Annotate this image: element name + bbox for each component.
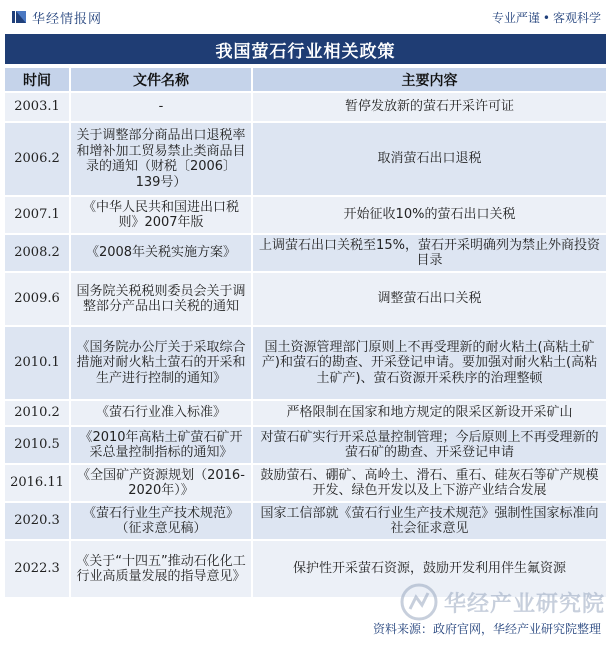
table-row <box>5 327 606 399</box>
row-content: 保护性开采萤石资源，鼓励开发利用伴生氟资源 <box>251 541 606 597</box>
table-row <box>5 197 606 233</box>
table-header-row <box>5 68 606 91</box>
row-content: 开始征收10%的萤石出口关税 <box>251 197 606 233</box>
row-date: 2006.2 <box>5 123 69 195</box>
row-content: 鼓励萤石、硼矿、高岭土、滑石、重石、硅灰石等矿产规模开发、绿色开发以及上下游产业结合发展 <box>251 465 606 501</box>
brand-logo-icon <box>12 10 26 24</box>
row-file: - <box>69 93 251 121</box>
row-file: 《全国矿产资源规划（2016-2020年）》 <box>69 465 251 501</box>
row-file: 《2010年高粘土矿萤石矿开采总量控制指标的通知》 <box>69 427 251 463</box>
table-row <box>5 503 606 539</box>
row-file: 《萤石行业生产技术规范》（征求意见稿） <box>69 503 251 539</box>
row-content: 国家工信部就《萤石行业生产技术规范》强制性国家标准向社会征求意见 <box>251 503 606 539</box>
table-row <box>5 273 606 325</box>
row-file: 关于调整部分商品出口退税率和增补加工贸易禁止类商品目录的通知（财税〔2006〕139号） <box>69 123 251 195</box>
row-date: 2020.3 <box>5 503 69 539</box>
slogan <box>492 9 601 26</box>
top-bar <box>0 0 611 34</box>
row-date: 2022.3 <box>5 541 69 597</box>
row-date: 2003.1 <box>5 93 69 121</box>
watermark-text: 华经产业研究院 <box>444 591 606 617</box>
policy-table <box>5 66 606 599</box>
page-title: 我国萤石行业相关政策 <box>5 34 606 64</box>
row-content: 严格限制在国家和地方规定的限采区新设开采矿山 <box>251 401 606 425</box>
table-row <box>5 123 606 195</box>
row-file: 《2008年关税实施方案》 <box>69 235 251 271</box>
row-date: 2010.2 <box>5 401 69 425</box>
slogan-left: 专业严谨 <box>491 10 540 25</box>
row-content: 取消萤石出口退税 <box>251 123 606 195</box>
row-file: 《国务院办公厅关于采取综合措施对耐火粘土萤石的开采和生产进行控制的通知》 <box>69 327 251 399</box>
row-date: 2016.11 <box>5 465 69 501</box>
row-content: 国土资源管理部门原则上不再受理新的耐火粘土(高粘土矿产)和萤石的勘查、开采登记申请。要加强对耐火粘土(高粘土矿产)、萤石资源开采秩序的治理整顿 <box>251 327 606 399</box>
row-content: 对萤石矿实行开采总量控制管理；今后原则上不再受理新的萤石矿的勘查、开采登记申请 <box>251 427 606 463</box>
row-date: 2010.5 <box>5 427 69 463</box>
row-file: 《萤石行业准入标准》 <box>69 401 251 425</box>
source-note: 资料来源：政府官网，华经产业研究院整理 <box>372 622 601 636</box>
row-content: 上调萤石出口关税至15%，萤石开采明确列为禁止外商投资目录 <box>251 235 606 271</box>
table-row <box>5 401 606 425</box>
row-date: 2008.2 <box>5 235 69 271</box>
column-header-file: 文件名称 <box>69 68 251 91</box>
column-header-date: 时间 <box>5 68 69 91</box>
brand <box>12 8 102 27</box>
row-content: 调整萤石出口关税 <box>251 273 606 325</box>
row-date: 2010.1 <box>5 327 69 399</box>
table-row <box>5 465 606 501</box>
table-row <box>5 235 606 271</box>
slogan-separator: • <box>542 10 550 25</box>
table-row <box>5 427 606 463</box>
table-row <box>5 541 606 597</box>
table-row <box>5 93 606 121</box>
row-file: 《关于“十四五”推动石化化工行业高质量发展的指导意见》 <box>69 541 251 597</box>
brand-name: 华经情报网 <box>32 11 103 27</box>
row-date: 2007.1 <box>5 197 69 233</box>
column-header-content: 主要内容 <box>251 68 606 91</box>
row-content: 暂停发放新的萤石开采许可证 <box>251 93 606 121</box>
row-file: 国务院关税税则委员会关于调整部分产品出口关税的通知 <box>69 273 251 325</box>
row-date: 2009.6 <box>5 273 69 325</box>
slogan-right: 客观科学 <box>552 10 601 25</box>
row-file: 《中华人民共和国进出口税则》2007年版 <box>69 197 251 233</box>
